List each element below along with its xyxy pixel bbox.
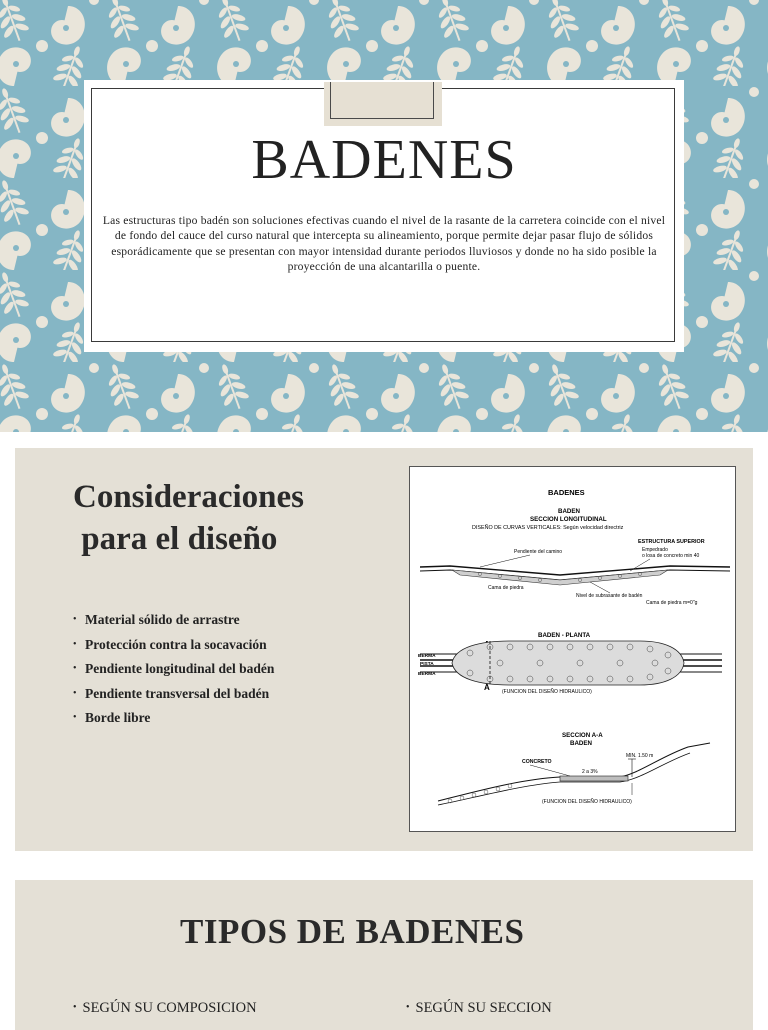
types-title: TIPOS DE BADENES (180, 912, 525, 951)
bullet-composition-label: SEGÚN SU COMPOSICION (82, 1000, 257, 1016)
label-a-bottom: A (484, 683, 490, 692)
label-subrasante: Nivel de subrasante de badén (576, 593, 643, 599)
bullet-composition (73, 1000, 257, 1017)
label-funcion-planta: (FUNCION DEL DISEÑO HIDRAULICO) (502, 689, 592, 695)
design-considerations-slide (15, 448, 753, 851)
label-empedrado-1: Empedrado (642, 547, 668, 553)
list-item: • Protección contra la socavación (73, 633, 274, 658)
label-structure: ESTRUCTURA SUPERIOR (638, 539, 705, 545)
list-item: • Pendiente longitudinal del badén (73, 657, 274, 682)
list-item: • Borde libre (73, 706, 274, 731)
baden-technical-diagram (409, 466, 736, 832)
section1-subtitle: DISEÑO DE CURVAS VERTICALES: Según velocidad directriz (472, 525, 624, 531)
bullet-dot: • (73, 1002, 77, 1013)
bullet-section (406, 1000, 552, 1017)
section3-title-1: SECCION A-A (562, 732, 603, 739)
considerations-title: Consideraciones para el diseño (73, 479, 304, 557)
title-slide (0, 0, 768, 432)
label-concreto: CONCRETO (522, 759, 552, 765)
section1-title-2: SECCION LONGITUDINAL (530, 516, 607, 523)
diagram-title: BADENES (548, 488, 585, 497)
label-berma-1: BERMA (418, 654, 436, 659)
bullet-dot: • (406, 1002, 410, 1013)
considerations-list (73, 608, 274, 731)
label-cama-2: Cama de piedra m=0"g (646, 600, 698, 606)
label-pendiente: Pendiente del camino (514, 549, 563, 555)
section3-title-2: BADEN (570, 740, 593, 747)
label-min: MIN. 1.50 m (626, 753, 654, 759)
bullet-section-label: SEGÚN SU SECCION (415, 1000, 552, 1016)
slide-title: BADENES (251, 129, 517, 191)
list-item: • Material sólido de arrastre (73, 608, 274, 633)
list-item: • Pendiente transversal del badén (73, 682, 274, 707)
slide-description: Las estructuras tipo badén son soluciones efectivas cuando el nivel de la rasante de la carretera coincide con el nivel de fondo del cauce del curso natural que intercepta su alineamiento, porque permite dejar pasar flujo de sólidos esporádicamente que se presentan con mayor intensidad durante periodos lluviosos y donde no ha sido posible la proyección de una alcantarilla o puente. (102, 214, 666, 274)
label-funcion-seccion: (FUNCION DEL DISEÑO HIDRAULICO) (542, 799, 632, 805)
label-slope: 2 a 3% (582, 769, 598, 775)
title-tab-decoration (324, 82, 442, 126)
types-slide (15, 880, 753, 1030)
label-pista: PISTA (420, 662, 434, 667)
label-berma-2: BERMA (418, 672, 436, 677)
section1-title-1: BADEN (558, 508, 581, 515)
label-cama: Cama de piedra (488, 585, 524, 591)
label-empedrado-2: o losa de concreto min 40 (642, 553, 700, 559)
section2-title: BADEN - PLANTA (538, 632, 591, 639)
diagram-drawing (410, 467, 735, 831)
